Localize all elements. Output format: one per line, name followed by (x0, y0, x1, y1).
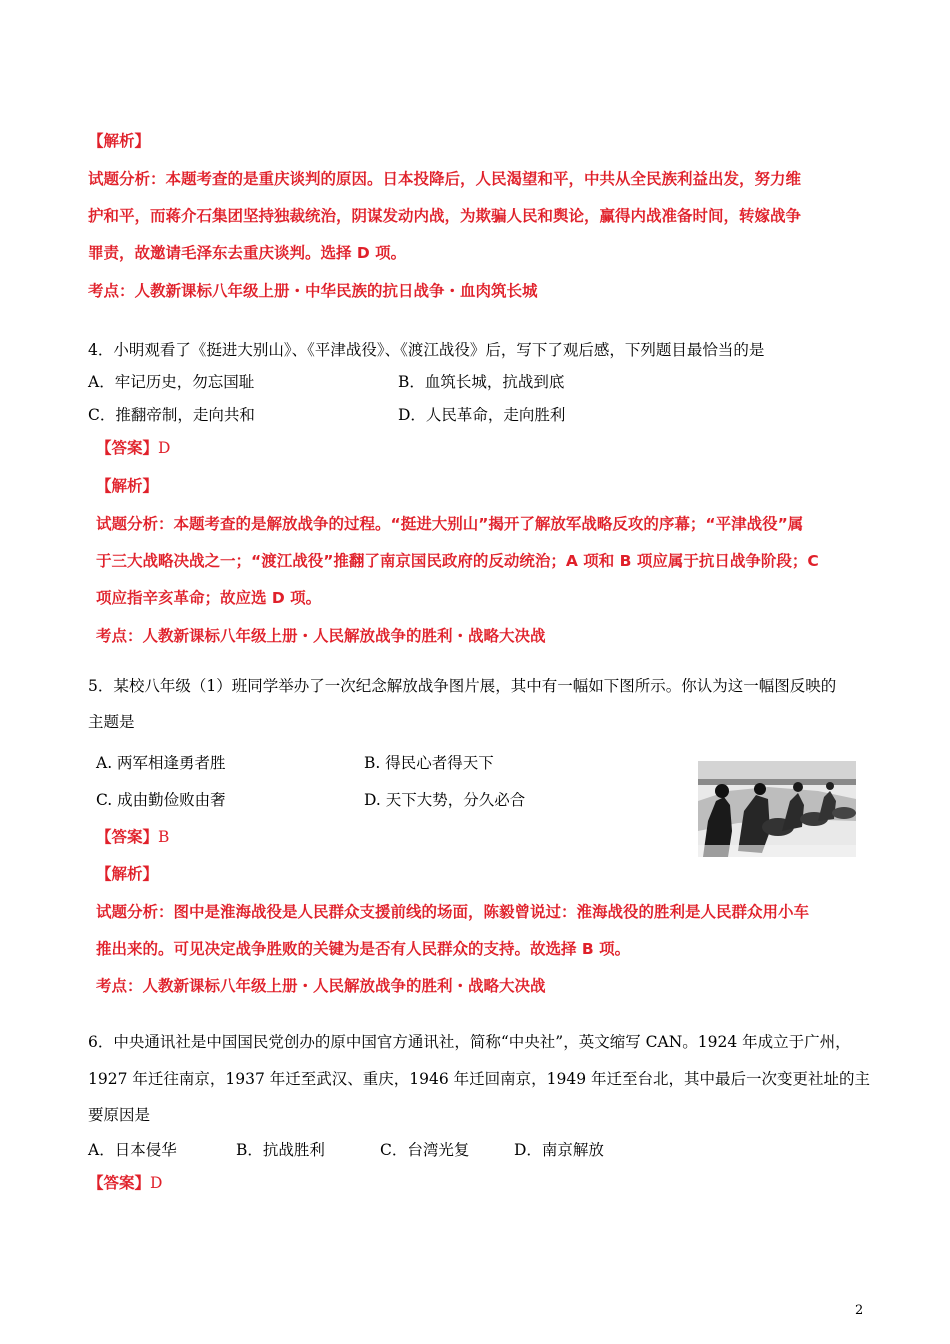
q5-analysis-tag: 【解析】 (96, 865, 159, 883)
q3-analysis-line-1: 试题分析：本题考查的是重庆谈判的原因。日本投降后，人民渴望和平，中共从全民族利益出发，努力维 (88, 170, 802, 188)
q4-analysis-line-1: 试题分析：本题考查的是解放战争的过程。“挺进大别山”揭开了解放军战略反攻的序幕；“平津战役”属 (96, 515, 804, 533)
q6-option-b: B．抗战胜利 (236, 1141, 325, 1159)
q5-answer-tag: 【答案】 (96, 827, 159, 846)
q4-option-d: D．人民革命，走向胜利 (398, 406, 566, 424)
q6-option-a: A．日本侵华 (88, 1141, 177, 1159)
q4-stem: 4．小明观看了《挺进大别山》、《平津战役》、《渡江战役》后，写下了观后感，下列题目最恰当的是 (88, 341, 765, 359)
q3-point: 考点：人教新课标八年级上册・中华民族的抗日战争・血肉筑长城 (88, 282, 538, 300)
support-front-photo-image (698, 761, 856, 857)
q4-analysis-line-3: 项应指辛亥革命；故应选 D 项。 (96, 589, 322, 607)
q3-analysis-tag: 【解析】 (88, 132, 151, 150)
q4-point: 考点：人教新课标八年级上册・人民解放战争的胜利・战略大决战 (96, 627, 546, 645)
q5-option-d: D. 天下大势，分久必合 (364, 791, 526, 809)
q3-analysis-line-2: 护和平，而蒋介石集团坚持独裁统治，阴谋发动内战，为欺骗人民和舆论，赢得内战准备时间，转嫁战争 (88, 207, 802, 225)
q5-option-c: C. 成由勤俭败由奢 (96, 791, 226, 809)
q4-option-c: C．推翻帝制，走向共和 (88, 406, 255, 424)
q6-answer (88, 1173, 162, 1193)
q4-analysis-tag: 【解析】 (96, 477, 159, 495)
q5-stem-line-2: 主题是 (88, 713, 135, 731)
q5-answer-value: B (158, 828, 170, 846)
q4-option-b: B．血筑长城，抗战到底 (398, 373, 565, 391)
q5-analysis-line-2: 推出来的。可见决定战争胜败的关键为是否有人民群众的支持。故选择 B 项。 (96, 940, 631, 958)
q6-answer-value: D (150, 1174, 163, 1192)
q4-answer-value: D (158, 439, 171, 457)
q4-answer-tag: 【答案】 (96, 438, 159, 457)
support-front-photo (698, 761, 856, 857)
q6-stem-line-3: 要原因是 (88, 1106, 151, 1124)
q5-option-b: B. 得民心者得天下 (364, 754, 494, 772)
q4-analysis-line-2: 于三大战略决战之一；“渡江战役”推翻了南京国民政府的反动统治；A 项和 B 项应属于抗日战争阶段；C (96, 552, 819, 570)
q5-option-a: A. 两军相逢勇者胜 (96, 754, 226, 772)
q5-analysis-line-1: 试题分析：图中是淮海战役是人民群众支援前线的场面，陈毅曾说过：淮海战役的胜利是人民群众用小车 (96, 903, 810, 921)
q6-answer-tag: 【答案】 (88, 1173, 151, 1192)
q6-option-d: D．南京解放 (514, 1141, 604, 1159)
q4-option-a: A．牢记历史，勿忘国耻 (88, 373, 255, 391)
q3-analysis-line-3: 罪责，故邀请毛泽东去重庆谈判。选择 D 项。 (88, 244, 407, 262)
q5-point: 考点：人教新课标八年级上册・人民解放战争的胜利・战略大决战 (96, 977, 546, 995)
q5-stem-line-1: 5．某校八年级（1）班同学举办了一次纪念解放战争图片展，其中有一幅如下图所示。你认为这一幅图反映的 (88, 677, 837, 695)
q4-answer (96, 438, 170, 458)
q5-answer (96, 827, 169, 847)
q6-stem-line-2: 1927 年迁往南京，1937 年迁至武汉、重庆，1946 年迁回南京，1949 年迁至台北，其中最后一次变更社址的主 (88, 1070, 870, 1088)
page-number: 2 (855, 1303, 864, 1318)
q6-option-c: C．台湾光复 (380, 1141, 470, 1159)
q6-stem-line-1: 6．中央通讯社是中国国民党创办的原中国官方通讯社，简称“中央社”，英文缩写 CAN。1924 年成立于广州， (88, 1033, 851, 1051)
